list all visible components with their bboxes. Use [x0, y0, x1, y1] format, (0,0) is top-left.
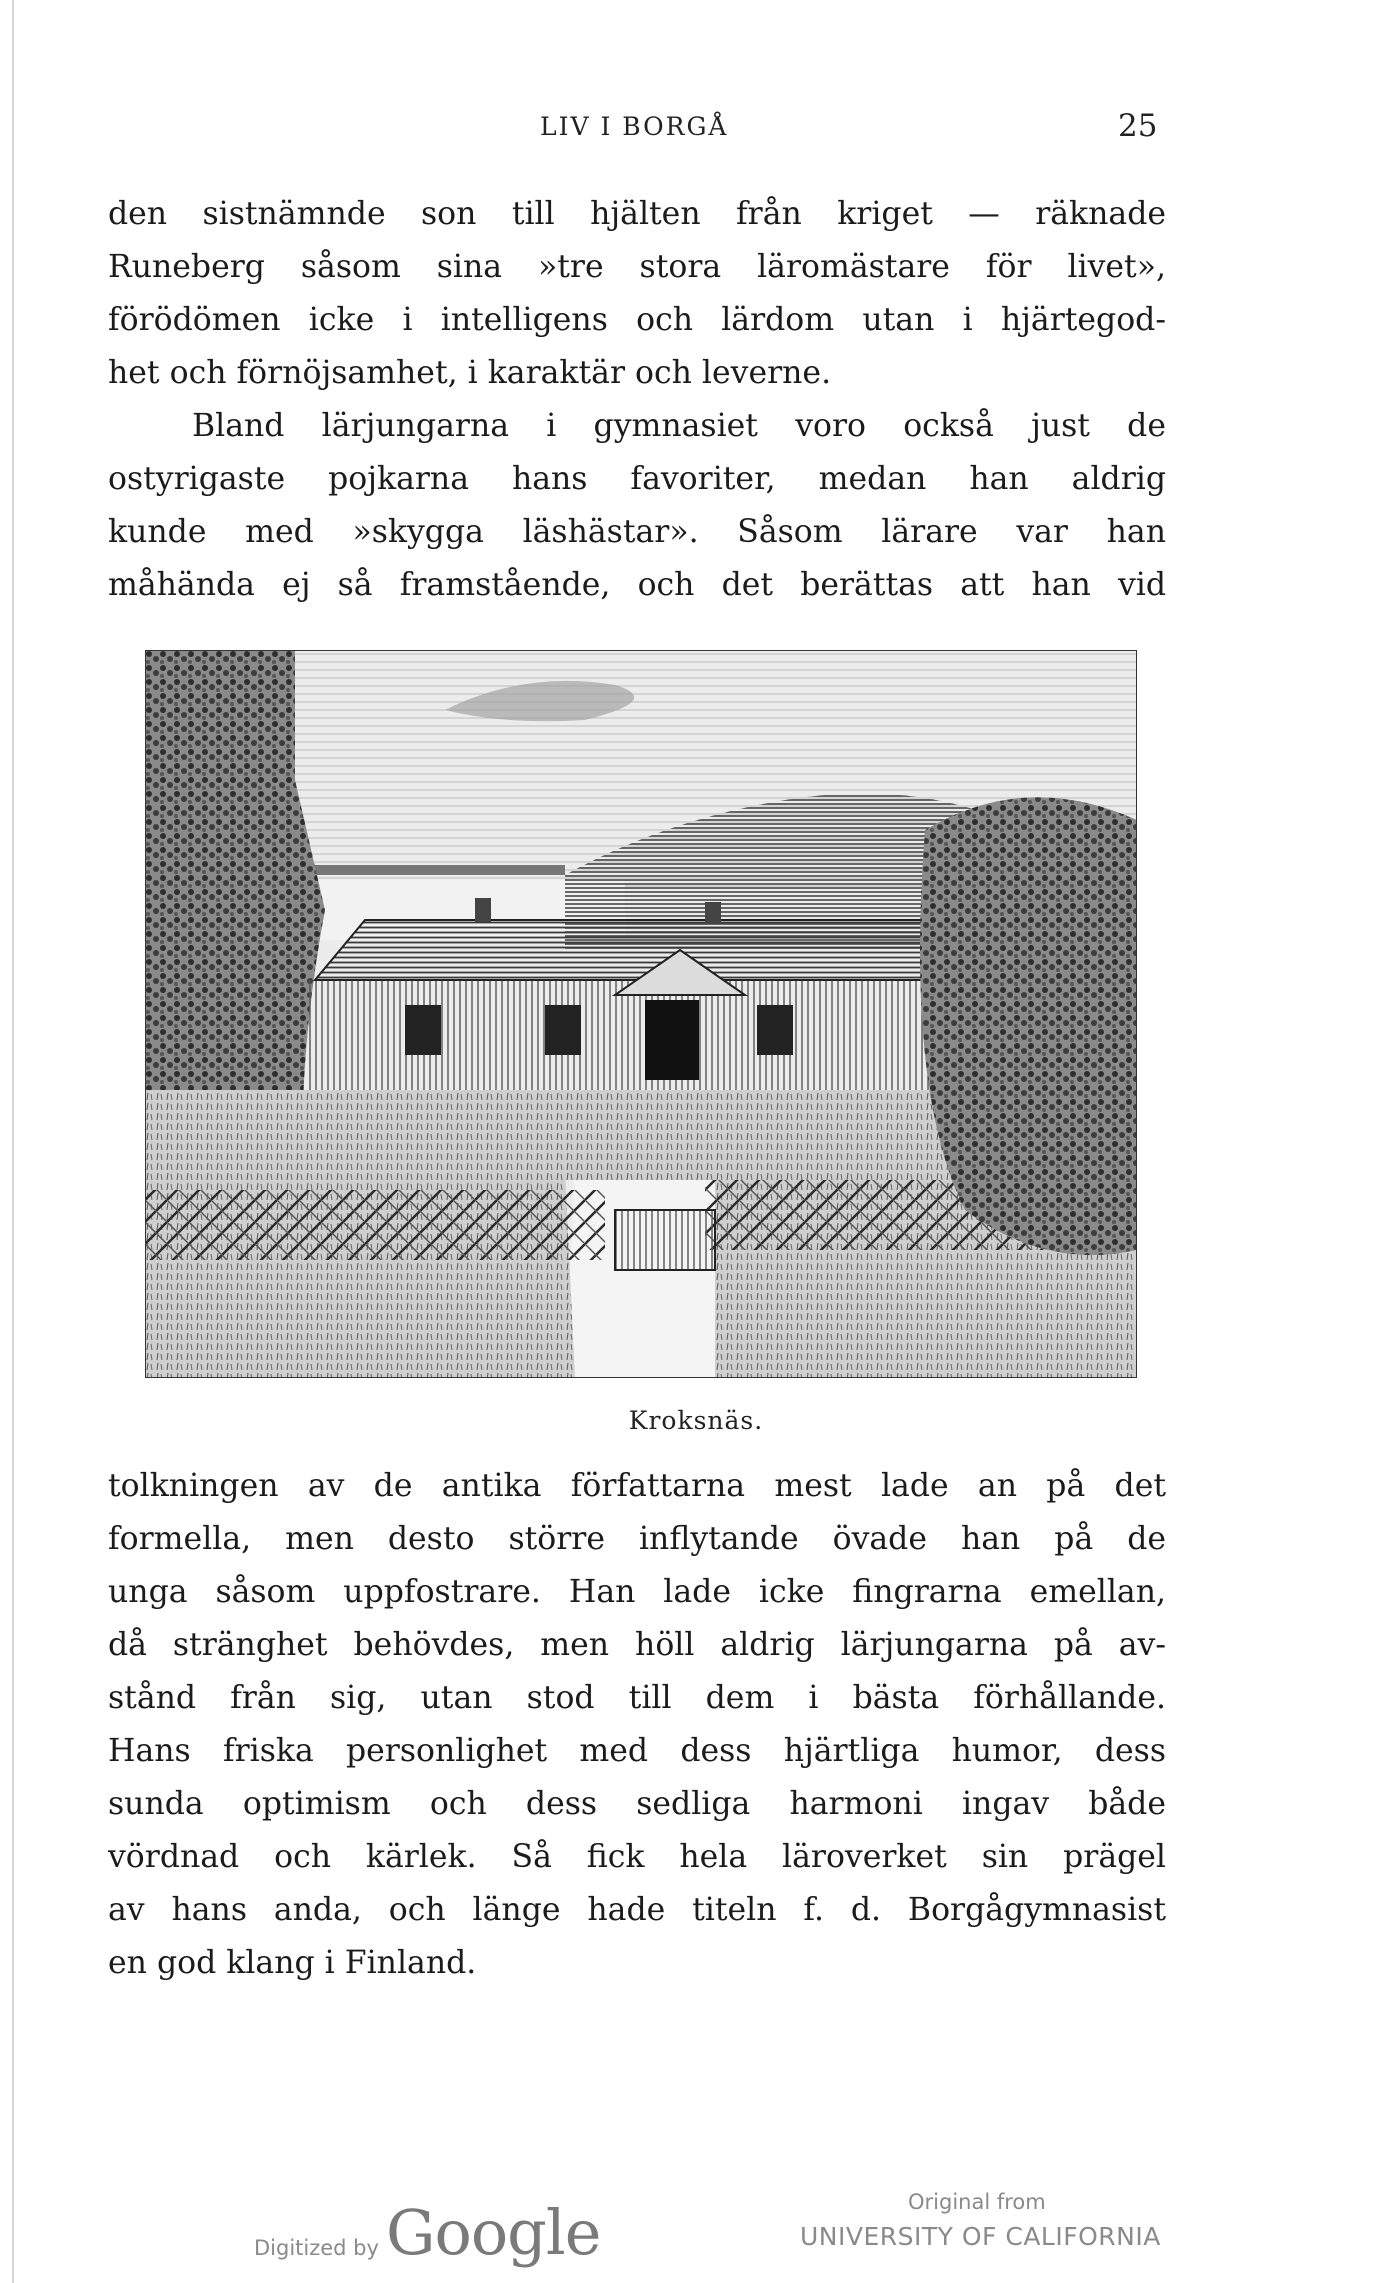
figure-caption: Kroksnäs. — [628, 1406, 764, 1435]
text-line: måhända ej så framstående, och det berättas att han vid — [108, 567, 1166, 603]
google-logo: Google — [386, 2196, 601, 2269]
paragraph-1 — [108, 188, 1166, 400]
running-header: LIV I BORGÅ — [540, 112, 729, 141]
page-edge-line — [12, 0, 14, 2283]
text-line: stånd från sig, utan stod till dem i bästa förhållande. — [108, 1680, 1166, 1716]
digitized-by-label: Digitized by — [254, 2236, 379, 2260]
text-line: Bland lärjungarna i gymnasiet voro också just de — [192, 408, 1166, 444]
text-line: då stränghet behövdes, men höll aldrig lärjungarna på av- — [108, 1627, 1166, 1663]
original-from-label: Original from — [908, 2190, 1046, 2214]
text-line: tolkningen av de antika författarna mest lade an på det — [108, 1468, 1166, 1504]
text-line: het och förnöjsamhet, i karaktär och leverne. — [108, 355, 832, 391]
text-line: ostyrigaste pojkarna hans favoriter, medan han aldrig — [108, 461, 1166, 497]
text-line: vördnad och kärlek. Så fick hela läroverket sin prägel — [108, 1839, 1166, 1875]
text-line: Hans friska personlighet med dess hjärtliga humor, dess — [108, 1733, 1166, 1769]
kroksnas-engraving — [145, 650, 1137, 1378]
page-number: 25 — [1118, 108, 1158, 144]
text-line: Runeberg såsom sina »tre stora läromästare för livet», — [108, 249, 1166, 285]
text-line: förödömen icke i intelligens och lärdom utan i hjärtegod- — [108, 302, 1166, 338]
paragraph-3 — [108, 1460, 1166, 1990]
text-line: formella, men desto större inflytande övade han på de — [108, 1521, 1166, 1557]
text-line: unga såsom uppfostrare. Han lade icke fingrarna emellan, — [108, 1574, 1166, 1610]
university-label: UNIVERSITY OF CALIFORNIA — [800, 2222, 1161, 2251]
text-line: sunda optimism och dess sedliga harmoni ingav både — [108, 1786, 1166, 1822]
text-line: den sistnämnde son till hjälten från kriget — räknade — [108, 196, 1166, 232]
paragraph-2 — [108, 400, 1166, 612]
text-line: av hans anda, och länge hade titeln f. d. Borgågymnasist — [108, 1892, 1166, 1928]
text-line: kunde med »skygga läshästar». Såsom lärare var han — [108, 514, 1166, 550]
text-line: en god klang i Finland. — [108, 1945, 477, 1981]
